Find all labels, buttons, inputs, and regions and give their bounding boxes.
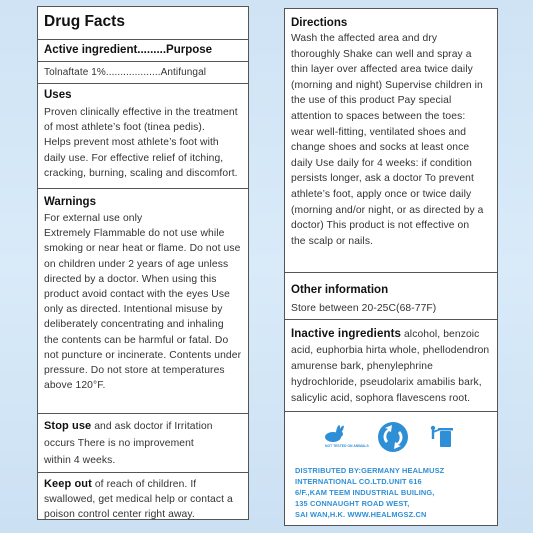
distributor-line: 6/F.,KAM TEEM INDUSTRIAL BUILING, xyxy=(295,488,435,497)
certification-logos-section xyxy=(285,411,497,527)
directions-line: Wash the affected area and dry xyxy=(291,33,438,44)
warnings-line: on children under 2 years of age unless xyxy=(44,258,229,270)
uses-text xyxy=(44,105,242,181)
uses-line: cracking, burning, scaling and discomfort. xyxy=(44,167,238,179)
recycle-icon xyxy=(378,422,408,452)
keep-out-line: swallowed, get medical help or contact a xyxy=(44,494,233,506)
keep-out-section xyxy=(38,472,248,521)
stop-use-first-rest: and ask doctor if Irritation xyxy=(91,421,213,432)
not-tested-text: NOT TESTED ON ANIMALS xyxy=(325,444,369,448)
distributor-line: SAI WAN,H.K. WWW.HEALMGSZ.CN xyxy=(295,510,427,519)
uses-line: Helps prevent most athlete’s foot with xyxy=(44,137,219,149)
certification-icons-svg xyxy=(323,420,463,454)
trash-bin-icon xyxy=(431,426,453,447)
stop-use-text xyxy=(44,414,242,469)
keep-out-text xyxy=(44,473,242,523)
warnings-line: only as directed. Intentional misuse by xyxy=(44,304,223,316)
other-information-heading: Other information xyxy=(291,284,389,296)
keep-out-first-line xyxy=(44,477,242,492)
active-ingredient-heading: Active ingredient.........Purpose xyxy=(44,44,213,56)
other-information-section xyxy=(285,272,497,319)
warnings-line: the contents can be harmful or fatal. Do xyxy=(44,334,229,346)
uses-section xyxy=(38,83,248,188)
stop-use-line: within 4 weeks. xyxy=(44,455,116,467)
distributor-line: INTERNATIONAL CO.LTD.UNIT 616 xyxy=(295,477,422,486)
keep-out-heading: Keep out xyxy=(44,478,92,490)
uses-line: of most athlete’s foot (tinea pedis). xyxy=(44,122,205,134)
active-ingredient-header-section xyxy=(38,39,248,61)
directions-line: wear well-fitting, ventilated shoes and xyxy=(291,126,467,138)
distributor-line: DISTRIBUTED BY:GERMANY HEALMUSZ xyxy=(295,466,445,475)
directions-line: doctor) This product is not effective on xyxy=(291,220,470,232)
warnings-line: above 120°F. xyxy=(44,380,106,392)
stop-use-line: occurs There is no improvement xyxy=(44,438,194,450)
warnings-line: directed by a doctor. When using this xyxy=(44,273,217,285)
directions-line: athlete’s foot, apply once or twice daily xyxy=(291,188,472,200)
directions-line: daily Use daily for 4 weeks: if condition xyxy=(291,157,472,169)
warnings-text xyxy=(44,211,242,393)
inactive-line: amurense bark, phenylephrine xyxy=(291,361,433,372)
directions-section xyxy=(285,9,497,272)
directions-text xyxy=(291,31,491,249)
uses-line: Proven clinically effective in the treatment xyxy=(44,107,238,118)
warnings-line: pressure. Do not store at temperatures xyxy=(44,365,225,377)
inactive-line: hydrochloride, pseudolarix amabilis bark, xyxy=(291,377,482,388)
directions-line: thoroughly Shake can well and spray a xyxy=(291,48,472,60)
inactive-first-line xyxy=(291,326,491,343)
inactive-first-rest: alcohol, benzoic xyxy=(401,329,480,340)
directions-heading: Directions xyxy=(291,17,348,29)
stop-use-heading: Stop use xyxy=(44,420,92,432)
directions-line: the scalp or nails. xyxy=(291,235,374,247)
warnings-line: For external use only xyxy=(44,213,143,224)
drug-facts-right-panel xyxy=(284,8,498,526)
drug-facts-title-section xyxy=(38,7,248,39)
warnings-line: smoking or near heat or flame. Do not use xyxy=(44,243,241,255)
directions-line: thin layer over affected area twice daily xyxy=(291,64,473,76)
directions-line: attention to spaces between the toes: xyxy=(291,110,466,122)
not-tested-on-animals-icon xyxy=(325,425,370,448)
drug-facts-left-panel xyxy=(37,6,249,520)
active-ingredient-line: Tolnaftate 1%...................Antifungal xyxy=(44,67,207,78)
stop-use-section xyxy=(38,413,248,472)
keep-out-line: poison control center right away. xyxy=(44,509,195,521)
warnings-heading: Warnings xyxy=(44,196,96,208)
inactive-line: salicylic acid, sophora flavescens root. xyxy=(291,393,471,404)
warnings-line: Extremely Flammable do not use while xyxy=(44,228,225,240)
warnings-line: not puncture or incinerate. Contents under xyxy=(44,349,242,361)
uses-line: daily use. For effective relief of itching, xyxy=(44,152,224,164)
keep-out-first-rest: of reach of children. If xyxy=(91,479,197,490)
warnings-line: deliberately concentrating and inhaling xyxy=(44,319,224,331)
directions-line: (morning and night) Supervise children in xyxy=(291,79,483,91)
directions-line: the use of this product Pay special xyxy=(291,95,452,107)
stop-use-first-line xyxy=(44,419,242,434)
drug-facts-title: Drug Facts xyxy=(44,13,125,30)
directions-line: (morning and/or night, or as directed by a xyxy=(291,204,484,216)
certification-icons xyxy=(323,420,463,454)
directions-line: change shoes and socks at least once xyxy=(291,142,470,154)
inactive-ingredients-text xyxy=(291,320,491,407)
warnings-line: product avoid contact with the eyes Use xyxy=(44,289,230,301)
distributor-block xyxy=(295,465,491,520)
inactive-ingredients-heading: Inactive ingredients xyxy=(291,328,402,340)
warnings-section xyxy=(38,188,248,413)
inactive-ingredients-section xyxy=(285,319,497,411)
directions-line: persists longer, ask a doctor To prevent xyxy=(291,173,474,185)
inactive-line: acid, euphorbia hirta whole, phellodendron xyxy=(291,345,490,356)
other-information-line: Store between 20-25C(68-77F) xyxy=(291,303,437,314)
uses-heading: Uses xyxy=(44,89,72,101)
distributor-line: 135 CONNAUGHT ROAD WEST, xyxy=(295,499,410,508)
active-ingredient-row xyxy=(38,61,248,83)
